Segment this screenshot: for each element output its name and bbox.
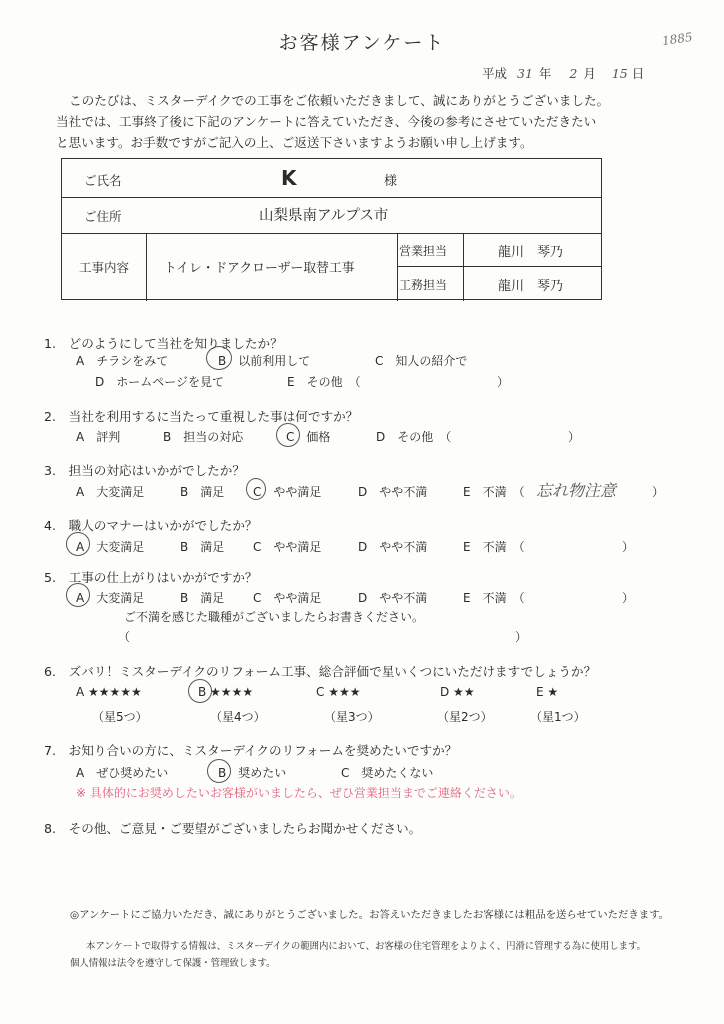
q2-selected-mark (276, 423, 300, 447)
q3-selected-mark (246, 478, 266, 500)
intro-line: 当社では、工事終了後に下記のアンケートに答えていただき、今後の参考にさせていただきたい (56, 114, 597, 129)
q6-option-e[interactable]: E ★ (536, 685, 559, 699)
document-number: 1885 (661, 29, 694, 49)
question-7: 7. お知り合いの方に、ミスターデイクのリフォームを奨めたいですか？ (44, 743, 458, 758)
q4-option-d[interactable]: D やや不満 (358, 540, 428, 554)
question-6: 6. ズバリ！ミスターデイクのリフォーム工事、総合評価で星いくつにいただけますでしょうか？ (44, 664, 597, 679)
q3-option-e-close: ） (652, 485, 665, 499)
question-1: 1. どのようにして当社を知りましたか？ (44, 336, 283, 351)
q4-option-e-close: ） (622, 540, 635, 554)
intro-line: と思います。お手数ですがご記入の上、ご返送下さいますようお願い申し上げます。 (56, 135, 533, 150)
q5-option-c[interactable]: C やや満足 (253, 591, 322, 605)
question-4: 4. 職人のマナーはいかがでしたか？ (44, 518, 258, 533)
date-month[interactable]: 2 (569, 66, 578, 81)
date-era: 平成 (482, 66, 508, 81)
q5-option-d[interactable]: D やや不満 (358, 591, 428, 605)
work-label: 工事内容 (79, 260, 130, 275)
q2-option-c[interactable]: C 価格 (286, 430, 331, 444)
q3-option-c[interactable]: C やや満足 (253, 485, 322, 499)
address-label: ご住所 (84, 209, 122, 224)
q7-option-a[interactable]: A ぜひ奨めたい (76, 766, 169, 780)
q7-option-c[interactable]: C 奨めたくない (341, 766, 434, 780)
q2-option-d-close: ） (568, 430, 581, 444)
date-day-unit: 日 (631, 66, 645, 81)
q1-option-e[interactable]: E その他 （ (287, 375, 361, 389)
q1-option-d[interactable]: D ホームページを見て (95, 375, 225, 389)
q2-option-d[interactable]: D その他 （ (376, 430, 452, 444)
q5-option-e[interactable]: E 不満 （ (463, 591, 525, 605)
q6-option-b[interactable]: B ★★★★ (198, 685, 254, 699)
footer-privacy-line-2: 個人情報は法令を遵守して保護・管理致します。 (70, 958, 276, 969)
engineering-label: 工務担当 (399, 278, 448, 292)
q6-option-d[interactable]: D ★★ (440, 685, 475, 699)
survey-date (482, 64, 644, 82)
q5-sub-prompt: ご不満を感じた職種がございましたらお書きください。 (124, 610, 425, 624)
q7-note: ※ 具体的にお奨めしたいお客様がいましたら、ぜひ営業担当までご連絡ください。 (76, 786, 522, 800)
q1-option-c[interactable]: C 知人の紹介で (375, 354, 468, 368)
question-3: 3. 担当の対応はいかがでしたか？ (44, 463, 245, 478)
q6-option-b-sub: （星4つ） (210, 710, 266, 724)
intro-text (56, 90, 676, 153)
q4-option-b[interactable]: B 満足 (180, 540, 225, 554)
date-month-unit: 月 (583, 66, 596, 81)
q4-option-c[interactable]: C やや満足 (253, 540, 322, 554)
q4-option-a[interactable]: A 大変満足 (76, 540, 145, 554)
q1-option-e-close: ） (497, 375, 510, 389)
q6-option-e-sub: （星1つ） (530, 710, 586, 724)
q5-sub-open: （ (118, 630, 131, 644)
footer-privacy-line-1: 本アンケートで取得する情報は、ミスターデイクの範囲内において、お客様の住宅管理をよりよく、円滑に管理する為に使用します。 (86, 941, 646, 952)
sales-label: 営業担当 (399, 244, 448, 258)
q6-option-a[interactable]: A ★★★★★ (76, 685, 142, 699)
date-year-unit: 年 (538, 66, 552, 81)
q7-selected-mark (207, 759, 231, 783)
engineering-field[interactable]: 龍川 琴乃 (498, 279, 564, 294)
sales-field[interactable]: 龍川 琴乃 (498, 245, 564, 260)
q4-selected-mark (66, 532, 90, 556)
q6-option-d-sub: （星2つ） (437, 710, 493, 724)
q6-option-c-sub: （星3つ） (324, 710, 380, 724)
q5-option-a[interactable]: A 大変満足 (76, 591, 145, 605)
footer-thanks: ◎アンケートにご協力いただき、誠にありがとうございました。お答えいただきましたお客様には粗品を送らせていただきます。 (70, 909, 670, 921)
name-suffix: 様 (384, 174, 398, 189)
q2-option-a[interactable]: A 評判 (76, 430, 121, 444)
intro-line: このたびは、ミスターデイクでの工事をご依頼いただきまして、誠にありがとうございました。 (69, 93, 610, 108)
question-5: 5. 工事の仕上がりはいかがですか？ (44, 570, 258, 585)
q3-option-e[interactable]: E 不満 （ (463, 485, 525, 499)
q3-option-b[interactable]: B 満足 (180, 485, 225, 499)
q6-selected-mark (188, 679, 212, 703)
q5-selected-mark (66, 583, 90, 607)
work-field[interactable]: トイレ・ドアクローザー取替工事 (164, 261, 355, 276)
q1-option-a[interactable]: A チラシをみて (76, 354, 169, 368)
date-year[interactable]: 31 (517, 66, 533, 81)
q5-option-b[interactable]: B 満足 (180, 591, 225, 605)
q1-selected-mark (206, 346, 232, 370)
q6-option-a-sub: （星5つ） (92, 710, 148, 724)
address-field[interactable]: 山梨県南アルプス市 (259, 208, 389, 224)
q3-option-d[interactable]: D やや不満 (358, 485, 428, 499)
name-label: ご氏名 (84, 173, 122, 188)
q3-handwritten-comment[interactable]: 忘れ物注意 (536, 481, 617, 500)
q5-option-e-close: ） (622, 591, 635, 605)
customer-info-table (61, 158, 602, 300)
q6-option-c[interactable]: C ★★★ (316, 685, 361, 699)
q7-option-b[interactable]: B 奨めたい (218, 766, 287, 780)
name-field[interactable]: K (281, 166, 297, 190)
page-title: お客様アンケート (278, 32, 446, 54)
q3-option-a[interactable]: A 大変満足 (76, 485, 145, 499)
question-2: 2. 当社を利用するに当たって重視した事は何ですか？ (44, 409, 359, 424)
question-8: 8. その他、ご意見・ご要望がございましたらお聞かせください。 (44, 821, 422, 836)
q2-option-b[interactable]: B 担当の対応 (163, 430, 244, 444)
q4-option-e[interactable]: E 不満 （ (463, 540, 525, 554)
date-day[interactable]: 15 (611, 66, 628, 81)
q5-sub-close: ） (515, 630, 528, 644)
q1-option-b[interactable]: B 以前利用して (218, 354, 311, 368)
